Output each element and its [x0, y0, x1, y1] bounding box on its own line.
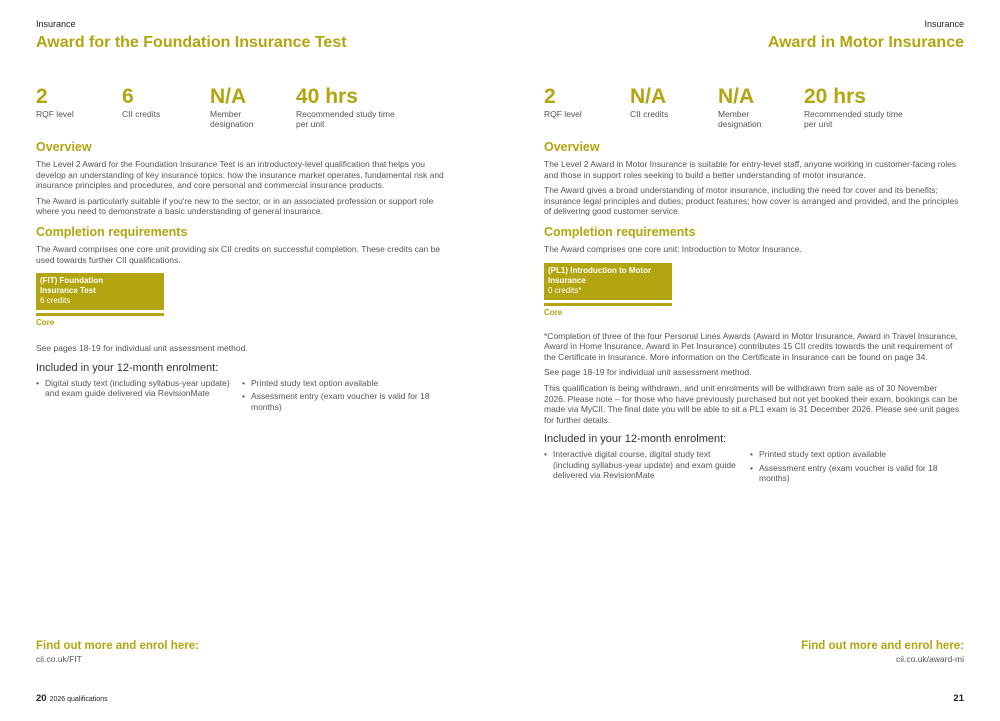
stat-cii-credits — [122, 86, 210, 129]
included-item: • Assessment entry (exam voucher is valid for 18 months) — [242, 391, 452, 412]
stat-member-designation — [718, 86, 804, 129]
completion-heading: Completion requirements — [544, 224, 696, 239]
included-item: • Printed study text option available — [750, 449, 960, 459]
included-item: • Assessment entry (exam voucher is valid for 18 months) — [750, 463, 960, 484]
withdrawal-note: This qualification is being withdrawn, and unit enrolments will be withdrawn from sale as of 30 November 2026. Please note – for those who have previously purchased but not yet booked their exam, bookings can be made via MyCII. The final date you will be able to sit a PL1 exam is 31 December 2026. Please see unit pages for further details. — [544, 382, 960, 425]
stat-label: RQF level — [544, 109, 582, 119]
stat-member-designation — [210, 86, 296, 129]
included-column — [36, 378, 242, 415]
included-item: • Printed study text option available — [242, 378, 452, 388]
right-page — [500, 0, 1000, 721]
stats-row — [544, 86, 914, 129]
included-column — [750, 449, 960, 486]
unit-box — [36, 273, 164, 310]
included-title: Included in your 12-month enrolment: — [36, 361, 219, 374]
main-content — [36, 140, 452, 415]
stat-label: CII credits — [122, 109, 161, 119]
stat-value: 2 — [36, 85, 48, 108]
footnote: *Completion of three of the four Personal Lines Awards (Award in Motor Insurance, Award in Travel Insurance, Award in Home Insurance, Award in Pet Insurance) contributes 15 CII credits towards the unit requirement of the Certificate in Insurance. More information on the Certificate in Insurance can be found on page 34. — [544, 330, 958, 362]
unit-core-label: Core — [544, 307, 563, 317]
page-footer — [953, 693, 964, 704]
completion-heading: Completion requirements — [36, 224, 188, 239]
section-label: Insurance — [924, 19, 964, 29]
stat-study-time — [804, 86, 914, 129]
overview-paragraph: The Level 2 Award in Motor Insurance is suitable for entry-level staff, anyone working in customer-facing roles and those in support roles seeking to build a better understanding of motor insurance. — [544, 159, 957, 180]
enrol-link[interactable]: cii.co.uk/award-mi — [895, 654, 964, 664]
included-title: Included in your 12-month enrolment: — [544, 433, 727, 446]
overview-paragraph: The Award gives a broad understanding of motor insurance, including the need for cover and its benefits; insurance legal principles and duties; product features; how cover is arranged and provided, and the principles of delivering good customer service. — [544, 185, 959, 217]
stat-value: N/A — [210, 85, 247, 108]
page-number: 21 — [953, 693, 964, 704]
stat-label: RQF level — [36, 109, 74, 119]
completion-paragraph: The Award comprises one core unit providing six CII credits on successful completion. These credits can be used towards further CII qualifications. — [36, 243, 441, 265]
overview-heading: Overview — [36, 140, 92, 154]
stat-value: 2 — [544, 85, 556, 108]
assessment-note: See page 18-19 for individual unit assessment method. — [544, 367, 752, 378]
qualification-title: Award for the Foundation Insurance Test — [36, 34, 347, 51]
stat-study-time — [296, 86, 406, 129]
unit-bar — [36, 313, 164, 316]
stat-value: 40 hrs — [296, 85, 358, 108]
find-out-more-heading: Find out more and enrol here: — [36, 640, 199, 652]
stat-rqf-level — [36, 86, 122, 129]
included-column — [544, 449, 750, 486]
included-column — [242, 378, 452, 415]
overview-paragraph: The Level 2 Award for the Foundation Insurance Test is an introductory-level qualification that helps you develop an understanding of key insurance topics: how the insurance market operates, fundamental risk and insurance principles and procedures, and core personal and commercial insurance products. — [36, 159, 444, 191]
stat-value: 20 hrs — [804, 85, 866, 108]
stat-value: N/A — [630, 85, 667, 108]
unit-credits: 0 credits* — [548, 285, 582, 295]
stat-value: 6 — [122, 85, 134, 108]
stat-label: CII credits — [630, 109, 669, 119]
page-footer — [36, 693, 108, 704]
qualification-title: Award in Motor Insurance — [767, 34, 964, 51]
page-number: 20 — [36, 693, 47, 704]
completion-paragraph: The Award comprises one core unit: Introduction to Motor Insurance. — [544, 243, 802, 254]
unit-bar — [544, 303, 672, 306]
stat-label: Recommended study time per unit — [296, 109, 395, 129]
included-list — [544, 449, 960, 486]
main-content — [544, 140, 960, 487]
unit-name: (PL1) Introduction to Motor Insurance — [548, 265, 652, 285]
stat-label: Recommended study time per unit — [804, 109, 903, 129]
included-item: • Digital study text (including syllabus-year update) and exam guide delivered via RevisionMate — [36, 378, 236, 399]
stat-value: N/A — [718, 85, 755, 108]
overview-heading: Overview — [544, 140, 600, 154]
section-label: Insurance — [36, 19, 76, 29]
stats-row — [36, 86, 406, 129]
footer-text: 2026 qualifications — [49, 696, 108, 703]
included-list — [36, 378, 452, 415]
assessment-note: See pages 18-19 for individual unit assessment method. — [36, 343, 248, 354]
unit-name: (FIT) Foundation Insurance Test — [40, 276, 104, 296]
included-item: • Interactive digital course, digital study text (including syllabus-year update) and exam guide delivered via RevisionMate — [544, 449, 744, 480]
enrol-link[interactable]: cii.co.uk/FIT — [36, 654, 82, 664]
stat-label: Member designation — [210, 109, 254, 129]
unit-core-label: Core — [36, 318, 55, 328]
unit-box — [544, 263, 672, 300]
stat-label: Member designation — [718, 109, 762, 129]
find-out-more-heading: Find out more and enrol here: — [801, 640, 964, 652]
stat-cii-credits — [630, 86, 718, 129]
overview-paragraph: The Award is particularly suitable if you're new to the sector, or in an associated profession or support role where you need to demonstrate a basic understanding of general insurance. — [36, 195, 434, 217]
unit-credits: 6 credits — [40, 296, 71, 306]
stat-rqf-level — [544, 86, 630, 129]
